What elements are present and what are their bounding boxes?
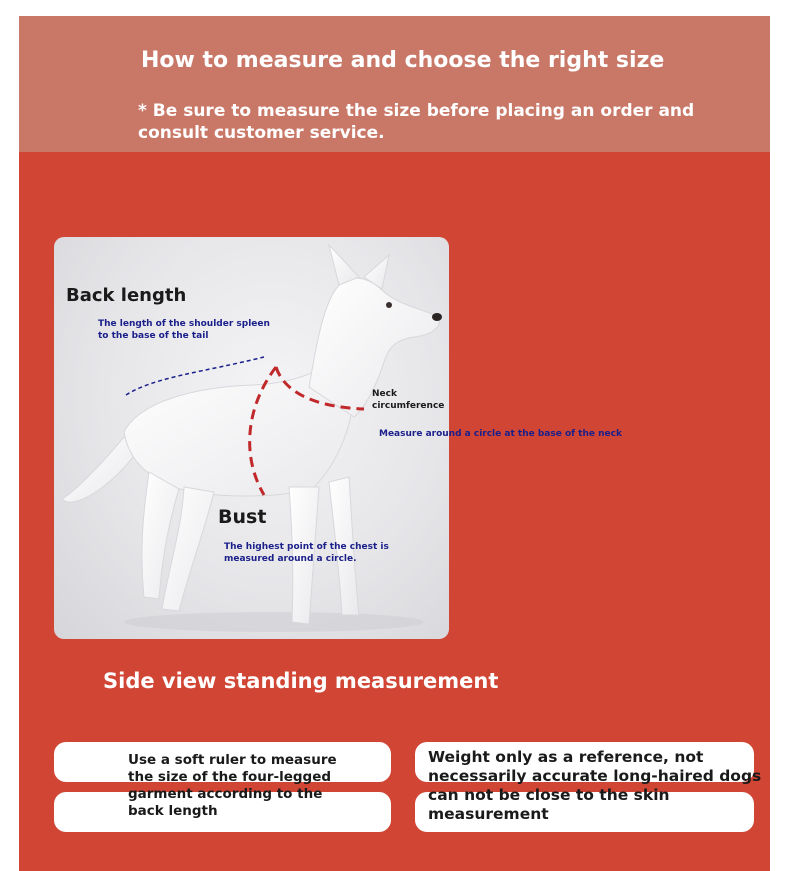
bust-desc: The highest point of the chest is measured around a circle.	[224, 542, 389, 564]
neck-title: Neck circumference	[372, 389, 445, 411]
back-length-desc: The length of the shoulder spleen to the base of the tail	[98, 319, 270, 341]
neck-desc: Measure around a circle at the base of the neck	[379, 429, 622, 439]
section-title: Side view standing measurement	[103, 669, 499, 693]
card-left-text: Use a soft ruler to measure the size of the four-legged garment according to the back length	[128, 752, 337, 819]
order-note: * Be sure to measure the size before placing an order and consult customer service.	[138, 101, 695, 143]
page-title: How to measure and choose the right size	[141, 48, 665, 73]
back-length-title: Back length	[66, 285, 187, 306]
card-right-text: Weight only as a reference, not necessarily accurate long-haired dogs can not be close to the skin measurement	[428, 748, 762, 823]
bust-title: Bust	[218, 506, 267, 528]
